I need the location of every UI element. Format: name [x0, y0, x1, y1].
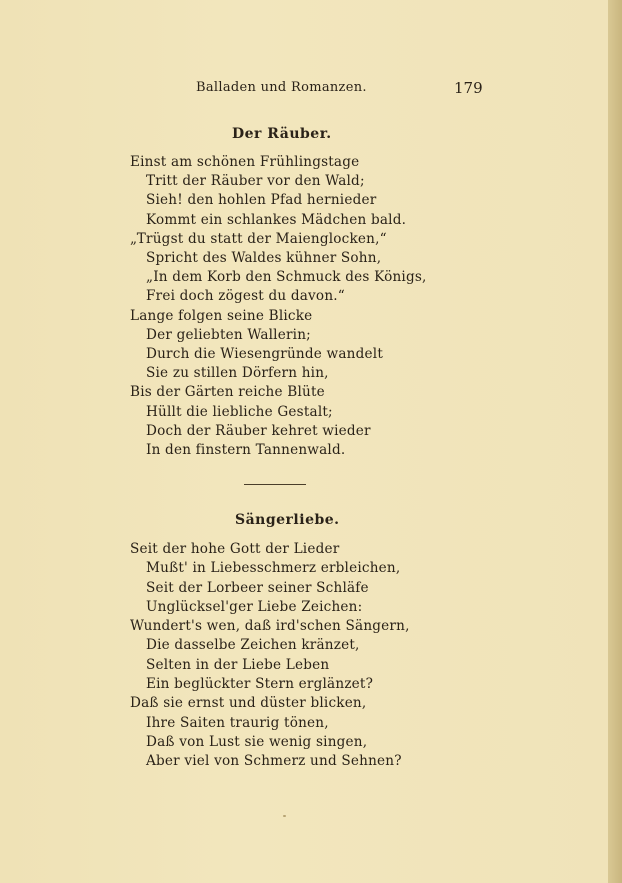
page-number: 179: [454, 79, 483, 97]
verse-line: Sieh! den hohlen Pfad hernieder: [146, 192, 377, 209]
verse-line: Tritt der Räuber vor den Wald;: [146, 173, 365, 190]
poem-title-saengerliebe: Sängerliebe.: [235, 512, 340, 528]
verse-line: Der geliebten Wallerin;: [146, 326, 311, 343]
verse-line: Frei doch zögest du davon.“: [146, 288, 345, 305]
poem-body-saengerliebe: [130, 540, 410, 772]
verse-line: Doch der Räuber kehret wieder: [146, 422, 371, 439]
verse-line: Seit der hohe Gott der Lieder: [130, 541, 340, 557]
verse-line: Mußt' in Liebesschmerz erbleichen,: [146, 560, 401, 577]
verse-line: Einst am schönen Frühlingstage: [130, 154, 360, 170]
verse-line: Lange folgen seine Blicke: [130, 307, 313, 324]
verse-line: Seit der Lorbeer seiner Schläfe: [146, 579, 369, 596]
verse-line: Durch die Wiesengründe wandelt: [146, 346, 383, 363]
poem-title-der-raeuber: Der Räuber.: [232, 126, 332, 142]
poem-body-der-raeuber: [130, 153, 427, 460]
verse-line: „In dem Korb den Schmuck des Königs,: [146, 269, 427, 286]
verse-line: Hüllt die liebliche Gestalt;: [146, 403, 333, 420]
verse-line: „Trügst du statt der Maienglocken,“: [130, 230, 387, 247]
verse-line: Selten in der Liebe Leben: [146, 656, 330, 673]
section-divider: [244, 484, 306, 485]
verse-line: In den finstern Tannenwald.: [146, 442, 346, 459]
verse-line: Wundert's wen, daß ird'schen Sängern,: [130, 618, 410, 635]
verse-line: Daß sie ernst und düster blicken,: [130, 695, 367, 712]
verse-line: Unglücksel'ger Liebe Zeichen:: [146, 598, 363, 615]
verse-line: Ein beglückter Stern erglänzet?: [146, 676, 374, 693]
verse-line: Sie zu stillen Dörfern hin,: [146, 365, 329, 382]
verse-line: Daß von Lust sie wenig singen,: [146, 733, 368, 750]
verse-line: Spricht des Waldes kühner Sohn,: [146, 250, 382, 267]
verse-line: Die dasselbe Zeichen kränzet,: [146, 637, 360, 654]
running-head: Balladen und Romanzen.: [196, 80, 367, 95]
paper-speck: [283, 815, 286, 817]
verse-line: Kommt ein schlankes Mädchen bald.: [146, 211, 407, 228]
verse-line: Bis der Gärten reiche Blüte: [130, 384, 325, 401]
page-edge: [608, 0, 622, 883]
verse-line: Aber viel von Schmerz und Sehnen?: [146, 753, 402, 770]
verse-line: Ihre Saiten traurig tönen,: [146, 714, 329, 731]
